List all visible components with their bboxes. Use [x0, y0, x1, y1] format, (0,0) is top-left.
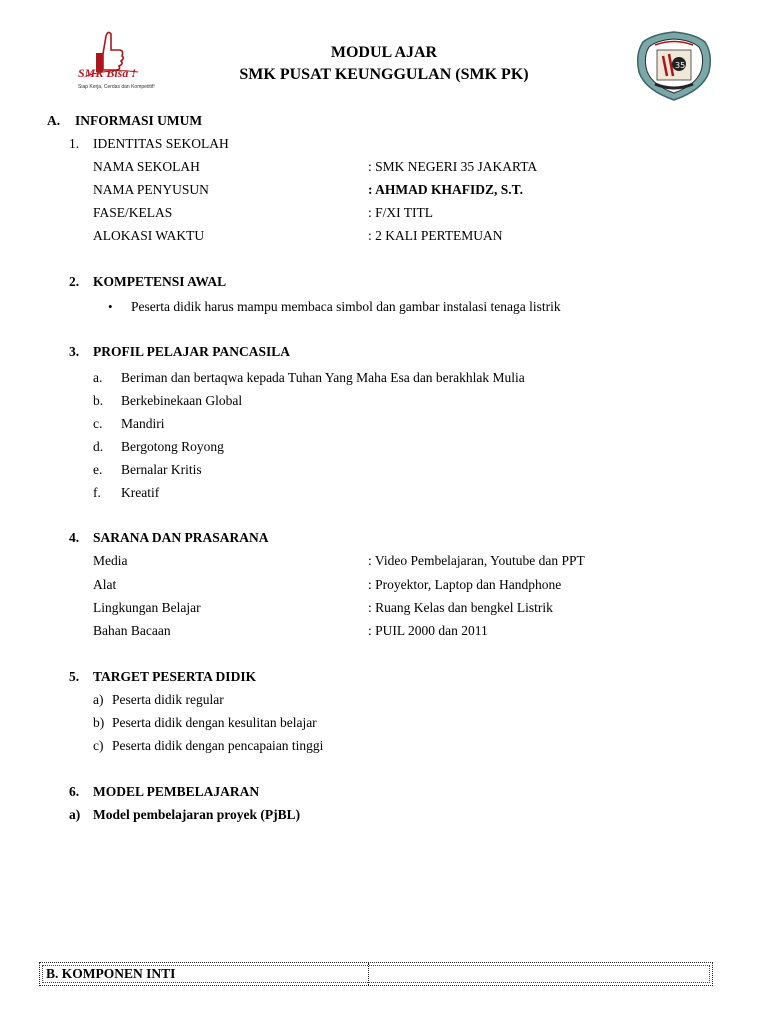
target-item-letter: b)	[93, 715, 105, 730]
target-item-letter: c)	[93, 738, 104, 753]
identitas-label: NAMA PENYUSUN	[93, 182, 209, 197]
profil-item-letter: f.	[93, 485, 101, 500]
section-b-heading	[46, 966, 175, 982]
target-item: Peserta didik dengan pencapaian tinggi	[112, 738, 324, 753]
section-b-letter: B.	[46, 966, 59, 981]
profil-item-letter: d.	[93, 439, 104, 454]
identitas-value: : 2 KALI PERTEMUAN	[368, 228, 503, 243]
document-title: MODUL AJAR	[330, 44, 438, 61]
logo-tagline: Siap Kerja, Cerdas dan Kompetitif!	[78, 84, 155, 90]
profil-item: Beriman dan bertaqwa kepada Tuhan Yang Maha Esa dan berakhlak Mulia	[121, 370, 525, 385]
kompetensi-item: Peserta didik harus mampu membaca simbol dan gambar instalasi tenaga listrik	[131, 299, 561, 314]
identitas-value: : SMK NEGERI 35 JAKARTA	[368, 159, 538, 174]
sarana-value: : PUIL 2000 dan 2011	[368, 623, 488, 638]
svg-text:35: 35	[675, 61, 686, 70]
profil-item: Mandiri	[121, 416, 165, 431]
model-number: 6.	[69, 784, 80, 799]
identitas-label: NAMA SEKOLAH	[93, 159, 200, 174]
section-a-letter: A.	[47, 113, 61, 128]
sarana-value: : Ruang Kelas dan bengkel Listrik	[368, 600, 553, 615]
sarana-value: : Proyektor, Laptop dan Handphone	[368, 577, 562, 592]
identitas-number: 1.	[69, 136, 80, 151]
identitas-label: ALOKASI WAKTU	[93, 228, 205, 243]
sarana-title: SARANA DAN PRASARANA	[93, 530, 269, 545]
model-item: Model pembelajaran proyek (PjBL)	[93, 807, 301, 822]
target-item: Peserta didik dengan kesulitan belajar	[112, 715, 317, 730]
target-title: TARGET PESERTA DIDIK	[93, 669, 257, 684]
model-item-letter: a)	[69, 807, 81, 822]
sarana-label: Alat	[93, 577, 117, 592]
identitas-value: : AHMAD KHAFIDZ, S.T.	[368, 182, 524, 197]
komponen-inti-table	[39, 962, 713, 986]
profil-item-letter: b.	[93, 393, 104, 408]
profil-item-letter: a.	[93, 370, 103, 385]
section-b-title: KOMPONEN INTI	[61, 966, 176, 981]
identitas-title: IDENTITAS SEKOLAH	[93, 136, 229, 151]
sarana-label: Media	[93, 553, 128, 568]
profil-item: Bergotong Royong	[121, 439, 224, 454]
profil-item: Berkebinekaan Global	[121, 393, 243, 408]
target-number: 5.	[69, 669, 80, 684]
target-item: Peserta didik regular	[112, 692, 224, 707]
table-cell-divider	[368, 963, 369, 985]
profil-number: 3.	[69, 344, 80, 359]
sarana-label: Bahan Bacaan	[93, 623, 171, 638]
target-item-letter: a)	[93, 692, 104, 707]
sarana-number: 4.	[69, 530, 80, 545]
section-a-title: INFORMASI UMUM	[75, 113, 203, 128]
profil-item-letter: c.	[93, 416, 103, 431]
profil-title: PROFIL PELAJAR PANCASILA	[93, 344, 291, 359]
sarana-value: : Video Pembelajaran, Youtube dan PPT	[368, 553, 585, 568]
smk-bisa-text: SMK Bisa !	[78, 66, 137, 80]
identitas-label: FASE/KELAS	[93, 205, 173, 220]
kompetensi-title: KOMPETENSI AWAL	[93, 274, 227, 289]
document-subtitle: SMK PUSAT KEUNGGULAN (SMK PK)	[239, 66, 529, 83]
sarana-label: Lingkungan Belajar	[93, 600, 201, 615]
model-title: MODEL PEMBELAJARAN	[93, 784, 260, 799]
identitas-value: : F/XI TITL	[368, 205, 433, 220]
profil-item: Bernalar Kritis	[121, 462, 202, 477]
kompetensi-number: 2.	[69, 274, 80, 289]
profil-item-letter: e.	[93, 462, 103, 477]
profil-item: Kreatif	[121, 485, 160, 500]
bullet-icon: •	[108, 299, 113, 314]
